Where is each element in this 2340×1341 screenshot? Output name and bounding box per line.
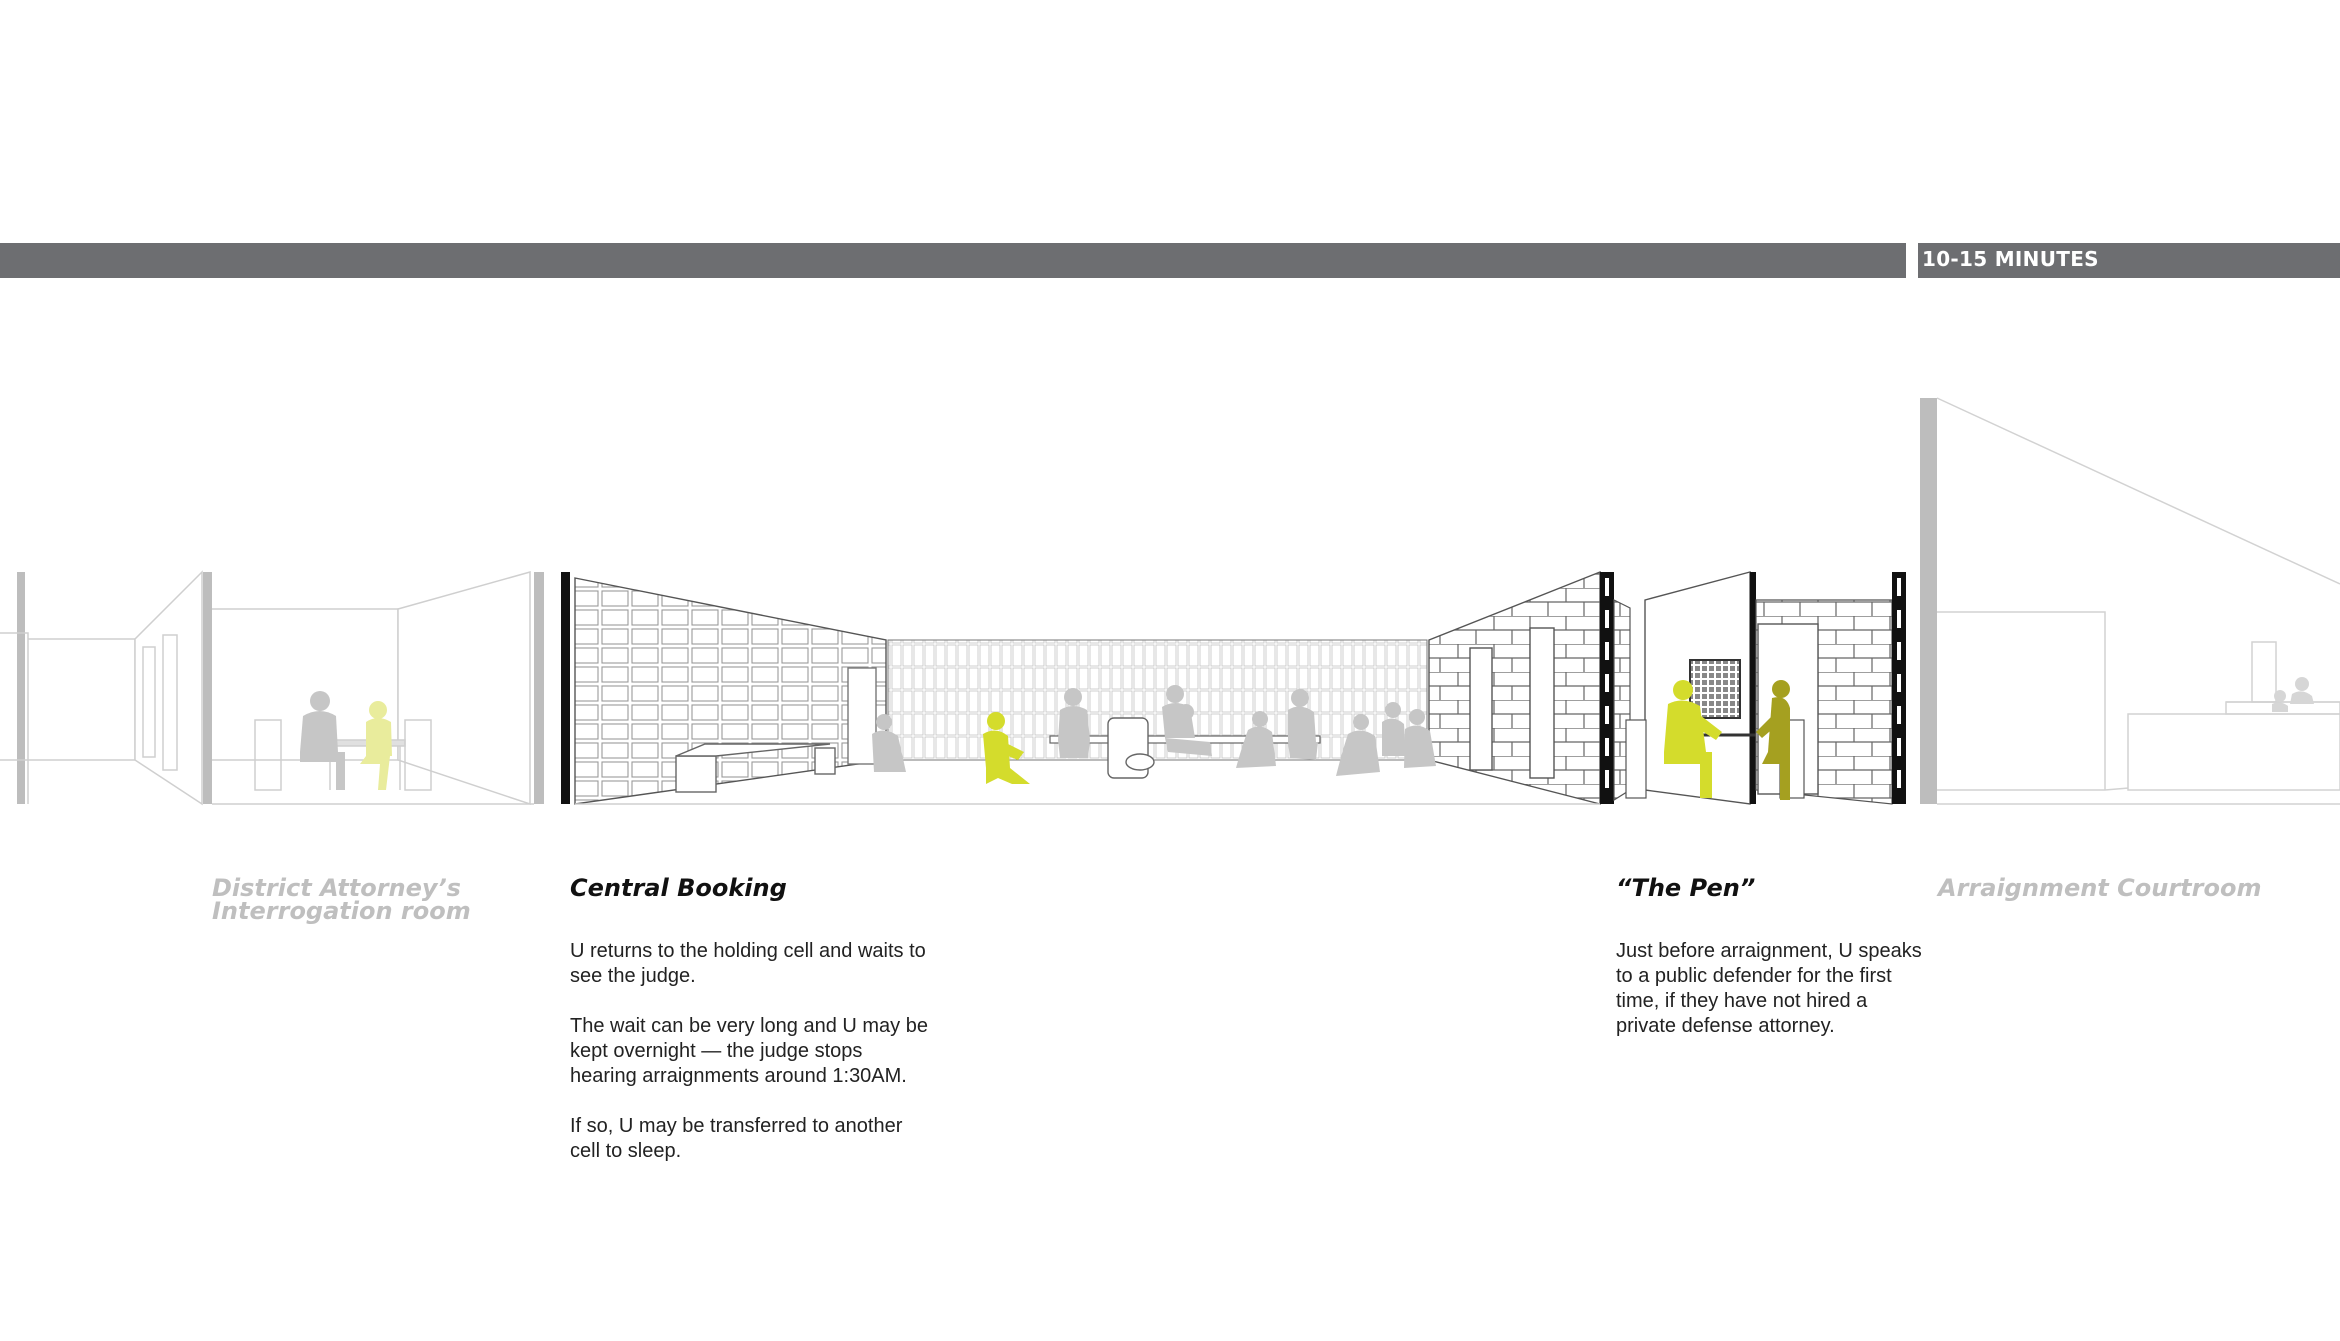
central-booking-paragraph-3: If so, U may be transferred to another cell to sleep. [570,1115,903,1162]
central-booking-paragraph-2: The wait can be very long and U may be kept overnight — the judge stops hearing arraignments around 1:30AM. [570,1015,928,1087]
the-pen-drawing [1614,572,1906,804]
da-room-title-line2: Interrogation room [212,897,471,925]
central-booking-drawing [561,572,1614,804]
da-room-title-line1: District Attorney’s [212,874,461,902]
central-booking-title: Central Booking [570,874,787,902]
courtroom-figures [2272,677,2314,712]
the-pen-title: “The Pen” [1616,874,1756,902]
central-booking-paragraph-1: U returns to the holding cell and waits to see the judge. [570,940,926,987]
da-interrogation-room-drawing [0,572,544,804]
da-room-title [212,874,471,925]
timebar-duration-label: 10-15 MINUTES [1922,247,2099,271]
arraignment-courtroom-drawing [1920,398,2340,804]
courtroom-title: Arraignment Courtroom [1938,874,2262,902]
the-pen-paragraph-1: Just before arraignment, U speaks to a public defender for the first time, if they have not hired a private defense attorney. [1616,940,1922,1037]
